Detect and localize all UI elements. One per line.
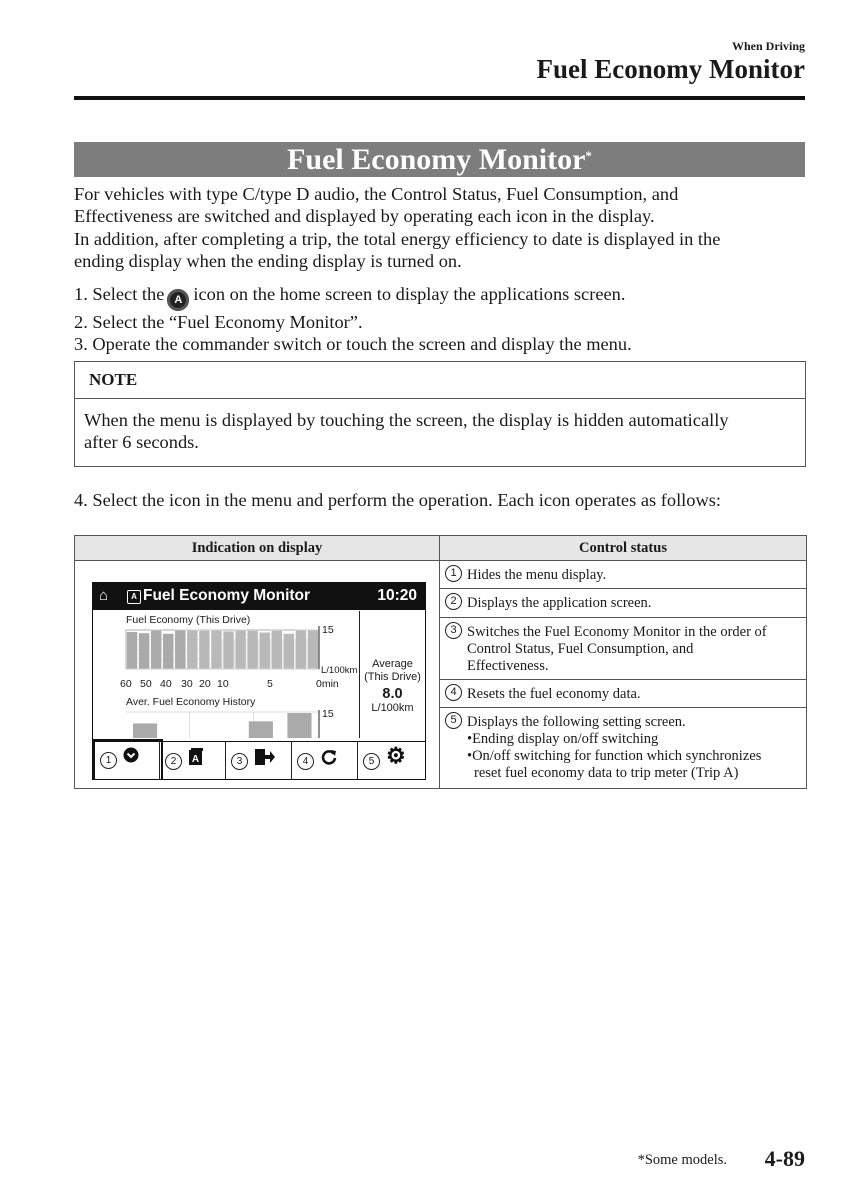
history-label: Aver. Fuel Economy History [126,696,256,708]
table-row [440,680,806,708]
screen-clock: 10:20 [377,587,417,604]
menu-button-5[interactable] [357,742,426,779]
indication-cell [75,561,440,788]
x-tick-label: 30 [181,678,193,690]
fuel-monitor-screen [92,582,426,780]
gear-icon: ⚙ [386,743,406,768]
col-header-control-status: Control status [440,536,806,561]
chevron-down-circle-icon [123,747,139,767]
row-text [467,714,800,782]
note-title: NOTE [89,370,138,389]
step-1 [74,283,809,311]
x-tick-label: 0min [316,678,339,690]
footnote: *Some models. [637,1152,727,1168]
this-drive-label: Fuel Economy (This Drive) [126,614,251,626]
this-drive-bar [247,631,258,669]
table-row [440,618,806,680]
screen-title: Fuel Economy Monitor [143,587,311,604]
average-label [360,658,425,684]
this-drive-bar [199,630,210,669]
x-tick-label: 40 [160,678,172,690]
setting-bullets [467,731,800,782]
history-bar [287,713,311,738]
note-line: When the menu is displayed by touching the screen, the display is hidden automatically [84,410,729,430]
row-number: 5 [445,712,462,729]
row-line: Effectiveness. [467,658,549,674]
control-table [74,535,807,789]
menu-number: 2 [165,753,182,770]
x-tick-label: 50 [140,678,152,690]
intro-line: In addition, after completing a trip, the total energy efficiency to date is displayed in the [74,228,721,249]
row-text [467,624,800,675]
intro-paragraph [74,183,809,273]
section-banner [74,142,805,177]
step-1-before: 1. Select the [74,284,165,304]
app-icon [188,748,204,770]
this-drive-bar [211,630,222,669]
app-icon: A [127,590,141,604]
row-number: 3 [445,622,462,639]
menu-button-2[interactable] [159,742,226,779]
table-row [440,561,806,589]
row-line: Switches the Fuel Economy Monitor in the order of [467,624,767,640]
this-drive-bar [151,630,162,669]
this-drive-bar [259,632,270,669]
row-line: Control Status, Fuel Consumption, and [467,641,694,657]
menu-bar [93,741,425,779]
this-drive-bar [127,632,138,669]
intro-line: ending display when the ending display is turned on. [74,251,462,272]
table-row [440,589,806,618]
house-icon: ⌂ [99,587,109,604]
steps-list [74,283,809,356]
menu-button-1[interactable] [93,739,163,780]
intro-line: Effectiveness are switched and displayed by operating each icon in the display. [74,206,655,227]
this-drive-bar [139,633,150,669]
this-drive-bar [295,630,306,669]
this-drive-bar [235,630,246,669]
note-line: after 6 seconds. [84,432,199,453]
row-number: 4 [445,684,462,701]
history-bar [133,723,157,738]
row-text: Hides the menu display. [467,567,607,583]
intro-line: For vehicles with type C/type D audio, the Control Status, Fuel Consumption, and [74,184,679,204]
row-number: 2 [445,593,462,610]
menu-number: 5 [363,753,380,770]
note-divider [75,398,805,399]
banner-title: Fuel Economy Monitor [287,143,586,176]
x-tick-label: 60 [120,678,132,690]
menu-number: 4 [297,753,314,770]
page-number: 4-89 [764,1146,805,1171]
x-tick-label: 10 [217,678,229,690]
average-unit: L/100km [371,702,414,714]
bullet-item: •Ending display on/off switching [467,731,659,747]
col-header-indication: Indication on display [75,536,440,561]
history-bar [249,721,273,738]
menu-button-4[interactable] [291,742,358,779]
this-drive-bar [223,631,234,669]
average-value: 8.0 [382,686,403,702]
x-tick-label: 20 [199,678,211,690]
average-label-1: Average [372,658,413,670]
home-app-icon: A [167,289,189,311]
svg-text:A: A [191,754,200,765]
x-tick-label: 5 [267,678,273,690]
menu-number: 1 [100,752,117,769]
table-row [440,708,806,787]
row-text: Displays the application screen. [467,595,652,611]
step-4: 4. Select the icon in the menu and perform the operation. Each icon operates as follows: [74,490,722,510]
note-box [74,361,806,467]
menu-number: 3 [231,753,248,770]
row-number: 1 [445,565,462,582]
history-ymax-label: 15 [322,708,334,720]
this-drive-bar [163,634,174,669]
switch-screen-icon [254,748,276,770]
reset-icon [320,748,338,770]
step-2: 2. Select the “Fuel Economy Monitor”. [74,312,363,332]
bullet-item-continuation: reset fuel economy data to trip meter (Trip A) [474,765,739,781]
average-label-2: (This Drive) [364,671,421,683]
this-drive-bar [283,634,294,669]
this-drive-bar [175,630,186,669]
header-title: Fuel Economy Monitor [536,54,805,84]
bullet-item: •On/off switching for function which synchronizes [467,748,762,764]
note-text [84,409,784,454]
row-text: Resets the fuel economy data. [467,686,641,702]
menu-button-3[interactable] [225,742,292,779]
unit-label: L/100km [321,665,358,676]
row-line: Displays the following setting screen. [467,714,686,730]
banner-marker: * [585,148,592,163]
ymax-label: 15 [322,624,334,636]
step-1-after: icon on the home screen to display the applications screen. [193,284,626,304]
section-label: When Driving [731,39,805,53]
average-panel [360,658,425,714]
this-drive-bar [187,630,198,669]
this-drive-bar [271,630,282,669]
step-3: 3. Operate the commander switch or touch the screen and display the menu. [74,334,632,355]
header-rule [74,96,805,100]
this-drive-bar [308,630,319,669]
